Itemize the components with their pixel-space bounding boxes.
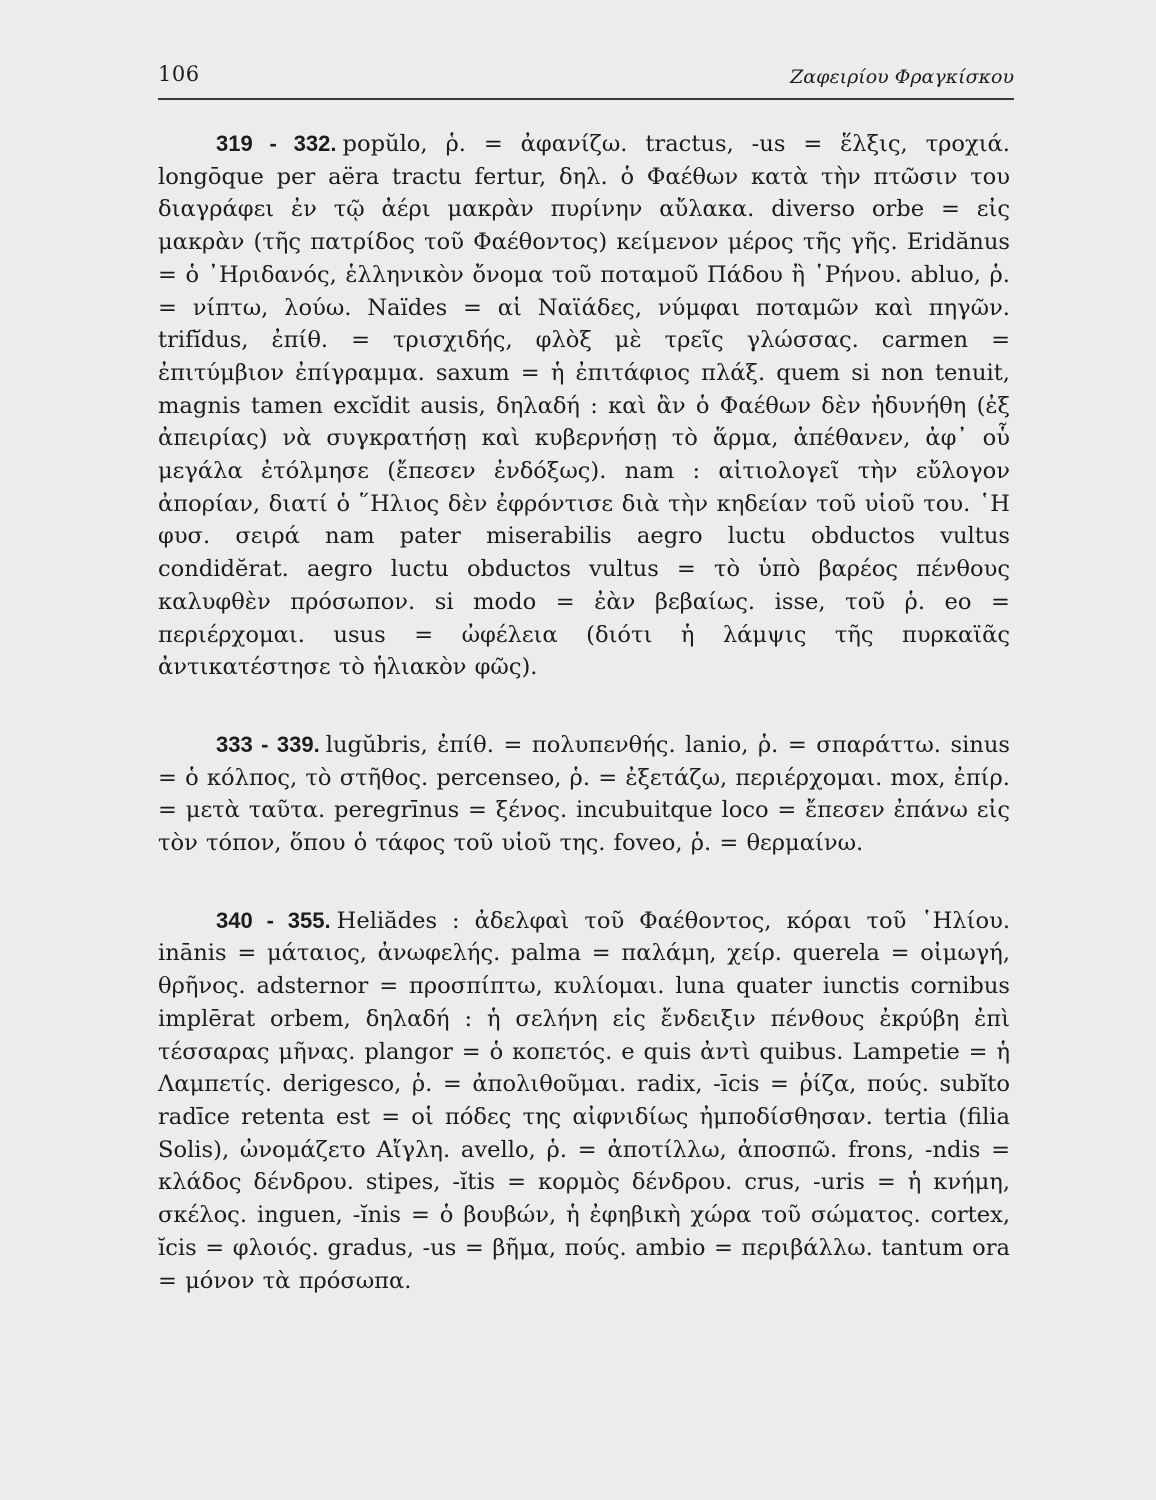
section-333-339 <box>158 729 1010 860</box>
header-rule <box>158 98 1014 100</box>
running-title: Ζαφειρίου Φραγκίσκου <box>790 66 1014 88</box>
section-340-355 <box>158 905 1010 1297</box>
page-number: 106 <box>158 62 200 86</box>
verse-reference: 340 - 355. <box>216 907 331 933</box>
verse-reference: 333 - 339. <box>216 731 320 757</box>
verse-reference: 319 - 332. <box>216 131 337 156</box>
page-header <box>158 62 1014 92</box>
section-text: popŭlo, ῥ. = ἀφανίζω. tractus, -us = ἕλξις, τροχιά. longōque per aëra tractu fertur, δηλ. ὁ Φαέθων κατὰ τὴν πτῶσιν του διαγράφει ἐν τῷ ἀέρι μακρὰν πυρίνην αὔλακα. diverso orbe = εἰς μακρὰν (τῆς πατρίδος τοῦ Φαέθοντος) κείμενον μέρος τῆς γῆς. Eridănus = ὁ ᾿Ηριδανός, ἑλληνικὸν ὄνομα τοῦ ποταμοῦ Πάδου ἢ ῾Ρήνου. abluo, ῥ. = νίπτω, λούω. Naïdes = αἱ Ναϊάδες, νύμφαι ποταμῶν καὶ πηγῶν. trifĭdus, ἐπίθ. = τρισχιδής, φλὸξ μὲ τρεῖς γλώσσας. carmen = ἐπιτύμβιον ἐπίγραμμα. saxum = ἡ ἐπιτάφιος πλάξ. quem si non tenuit, magnis tamen excĭdit ausis, δηλαδή : καὶ ἂν ὁ Φαέθων δὲν ἠδυνήθη (ἐξ ἀπειρίας) νὰ συγκρατήσῃ καὶ κυβερνήσῃ τὸ ἅρμα, ἀπέθανεν, ἀφ᾽ οὗ μεγάλα ἐτόλμησε (ἔπεσεν ἐνδόξως). nam : αἰτιολογεῖ τὴν εὔλογον ἀπορίαν, διατί ὁ ῞Ηλιος δὲν ἐφρόντισε διὰ τὴν κηδείαν τοῦ υἱοῦ του. ῾Η φυσ. σειρά nam pater miserabilis aegro luctu obductos vultus condidĕrat. aegro luctu obductos vultus = τὸ ὑπὸ βαρέος πένθους καλυφθὲν πρόσωπον. si modo = ἐὰν βεβαίως. isse, τοῦ ῥ. eo = περιέρχομαι. usus = ὠφέλεια (διότι ἡ λάμψις τῆς πυρκαϊᾶς ἀντικατέστησε τὸ ἡλιακὸν φῶς). <box>158 131 1010 681</box>
section-text: lugŭbris, ἐπίθ. = πολυπενθής. lanio, ῥ. = σπαράττω. sinus = ὁ κόλπος, τὸ στῆθος. percenseo, ῥ. = ἐξετάζω, περιέρχομαι. mox, ἐπίρ. = μετὰ ταῦτα. peregrīnus = ξένος. incubuitque loco = ἔπεσεν ἐπάνω εἰς τὸν τόπον, ὅπου ὁ τάφος τοῦ υἱοῦ της. foveo, ῥ. = θερμαίνω. <box>158 731 1010 857</box>
section-319-332 <box>158 128 1010 684</box>
section-text: Heliădes : ἀδελφαὶ τοῦ Φαέθοντος, κόραι τοῦ ῾Ηλίου. inānis = μάταιος, ἀνωφελής. palma = παλάμη, χείρ. querela = οἰμωγή, θρῆνος. adsternor = προσπίπτω, κυλίομαι. luna quater iunctis cornibus implērat orbem, δηλαδή : ἡ σελήνη εἰς ἔνδειξιν πένθους ἐκρύβη ἐπὶ τέσσαρας μῆνας. plangor = ὁ κοπετός. e quis ἀντὶ quibus. Lampetie = ἡ Λαμπετίς. derigesco, ῥ. = ἀπολιθοῦμαι. radix, -īcis = ῥίζα, πούς. subĭto radīce retenta est = οἱ πόδες της αἰφνιδίως ἠμποδίσθησαν. tertia (filia Solis), ὠνομάζετο Αἴγλη. avello, ῥ. = ἀποτίλλω, ἀποσπῶ. frons, -ndis = κλάδος δένδρου. stipes, -ĭtis = κορμὸς δένδρου. crus, -uris = ἡ κνήμη, σκέλος. inguen, -ĭnis = ὁ βουβών, ἡ ἐφηβικὴ χώρα τοῦ σώματος. cortex, ĭcis = φλοιός. gradus, -us = βῆμα, πούς. ambio = περιβάλλω. tantum ora = μόνον τὰ πρόσωπα. <box>158 907 1010 1294</box>
commentary-body <box>158 128 1010 1297</box>
